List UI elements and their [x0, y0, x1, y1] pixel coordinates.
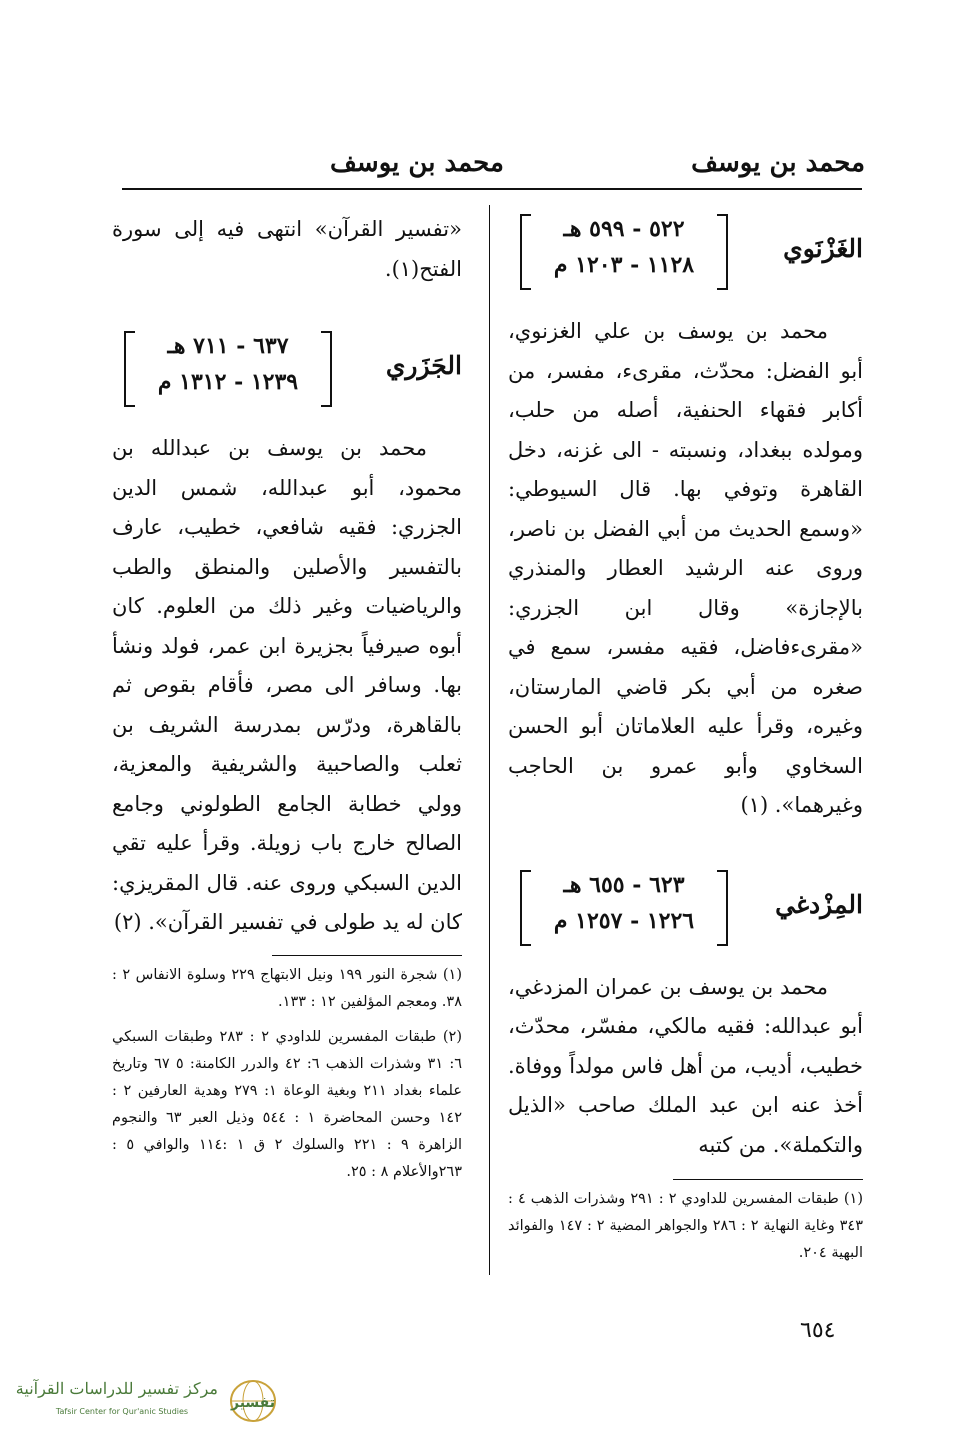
entry-text [508, 312, 863, 826]
logo-english-text: Tafsir Center for Qur'anic Studies [55, 1407, 189, 1416]
column-divider [489, 205, 490, 1275]
entry-paragraph: محمد بن يوسف بن عمران المزدغي، أبو عبدالله: فقيه مالكي، مفسّر، محدّث، خطيب، أديب، من أهل فاس مولداً ووفاة. أخذ عنه ابن عبد الملك صاحب «الذيل والتكملة». من كتبه [508, 974, 863, 1157]
logo-mark-text: تفسير [230, 1395, 276, 1411]
footnote: (٢) طبقات المفسرين للداودي ٢ : ٢٨٣ وطبقات السبكي ٦: ٣١ وشذرات الذهب ٦: ٤٢ والدرر الكامنة: ٥ ٦٧ وتاريخ علماء بغداد ٢١١ وبغية الوعاة ١: ٢٧٩ وهدية العارفين ٢ : ١٤٢ وحسن المحاضرة ١ : ٥٤٤ وذيل العبر ٦٣ والنجوم الزاهرة ٩ : ٢٢١ والسلوك ٢ ق ١ :١١٤ والوافي ٥ : ٢٦٣والأعلام ٨ : ٢٥. [112, 1028, 463, 1180]
bracket-right [321, 331, 332, 407]
gregorian-dates: ١١٢٨ - ١٢٠٣ م [553, 252, 695, 278]
entry-paragraph: محمد بن يوسف بن عبدالله بن محمود، أبو عبدالله، شمس الدين الجزري: فقيه شافعي، خطيب، عارف بالتفسير والأصلين والمنطق والطب والرياضيات وغير ذلك من العلوم. كان أبوه صيرفياً بجزيرة ابن عمر، فولد ونشأ بها. وسافر الى مصر، فأقام بقوص ثم بالقاهرة، ودرّس بمدرسة الشريف بن ثعلب والصاحبية والشريفية والمعزية، وولي خطابة الجامع الطولوني وجامع الصالح خارج باب زويلة. وقرأ عليه تقي الدين السبكي وروى عنه. قال المقريزي: كان له يد طولى في تفسير القرآن». (٢) [112, 436, 462, 934]
date-box [520, 212, 728, 288]
footnote: (١) طبقات المفسرين للداودي ٢ : ٢٩١ وشذرات الذهب ٤ : ٣٤٣ وغاية النهاية ٢ : ٢٨٦ والجواهر المضية ٢ : ١٤٧ والفوائد البهية ٢٠٤. [508, 1191, 864, 1261]
date-box [520, 868, 728, 944]
footnotes [112, 962, 462, 1186]
bracket-right [717, 214, 728, 290]
running-header-right: محمد بن يوسف [691, 148, 865, 178]
bracket-left [520, 870, 531, 946]
entry-name: الجَزَري [385, 351, 462, 380]
footnotes [508, 1186, 863, 1267]
hijri-dates: ٥٢٢ - ٥٩٩ هـ [563, 216, 685, 242]
hijri-dates: ٦٢٣ - ٦٥٥ هـ [563, 871, 685, 898]
running-header-left: محمد بن يوسف [330, 148, 504, 178]
entry-header-jazari [112, 329, 462, 411]
entry-text [508, 968, 863, 1166]
entry-name: المِزْدغي [775, 889, 863, 919]
footnote-rule [272, 955, 462, 956]
continuation-text [112, 210, 462, 289]
hijri-dates: ٦٣٧ - ٧١١ هـ [167, 333, 289, 359]
bracket-left [520, 214, 531, 290]
left-column [112, 210, 462, 1194]
entry-name: الغَزْنَوي [783, 234, 863, 263]
footnote-rule [673, 1179, 863, 1180]
logo-arabic-text: مركز تفسير للدراسات القرآنية [15, 1379, 218, 1398]
page-number: ٦٥٤ [800, 1318, 836, 1343]
gregorian-dates: ١٢٣٩ - ١٣١٢ م [157, 369, 299, 395]
right-column [508, 212, 863, 1275]
continuation-paragraph: «تفسير القرآن» انتهى فيه إلى سورة الفتح(١). [112, 217, 462, 281]
date-box [124, 329, 332, 405]
entry-text [112, 429, 462, 943]
footnote: (١) شجرة النور ١٩٩ ونيل الابتهاج ٢٢٩ وسلوة الانفاس ٢ : ٣٨. ومعجم المؤلفين ١٢ : ١٣٣. [112, 966, 463, 1010]
gregorian-dates: ١٢٢٦ - ١٢٥٧ م [553, 907, 695, 934]
header-rule [122, 188, 862, 190]
logo-globe-icon [223, 1377, 283, 1425]
bracket-right [717, 870, 728, 946]
entry-header-ghaznawi [508, 212, 863, 294]
entry-paragraph: محمد بن يوسف بن علي الغزنوي، أبو الفضل: محدّث، مقرىء، مفسر، من أكابر فقهاء الحنفية، أصله من حلب، ومولده ببغداد، ونسبته - الى غزنه، دخل القاهرة وتوفي بها. قال السيوطي: «وسمع الحديث من أبي الفضل بن ناصر، وروى عنه الرشيد العطار والمنذري بالإجازة» وقال ابن الجزري: «مقرىءفاضل، فقيه مفسر، سمع في صغره من أبي بكر قاضي المارستان، وغيره، وقرأ عليه العلاماتان أبو الحسن السخاوي وأبو عمرو بن الحاجب وغيرهما». (١) [508, 319, 863, 817]
entry-header-mizdaghi [508, 868, 863, 950]
bracket-left [124, 331, 135, 407]
tafsir-center-logo [15, 1375, 288, 1427]
